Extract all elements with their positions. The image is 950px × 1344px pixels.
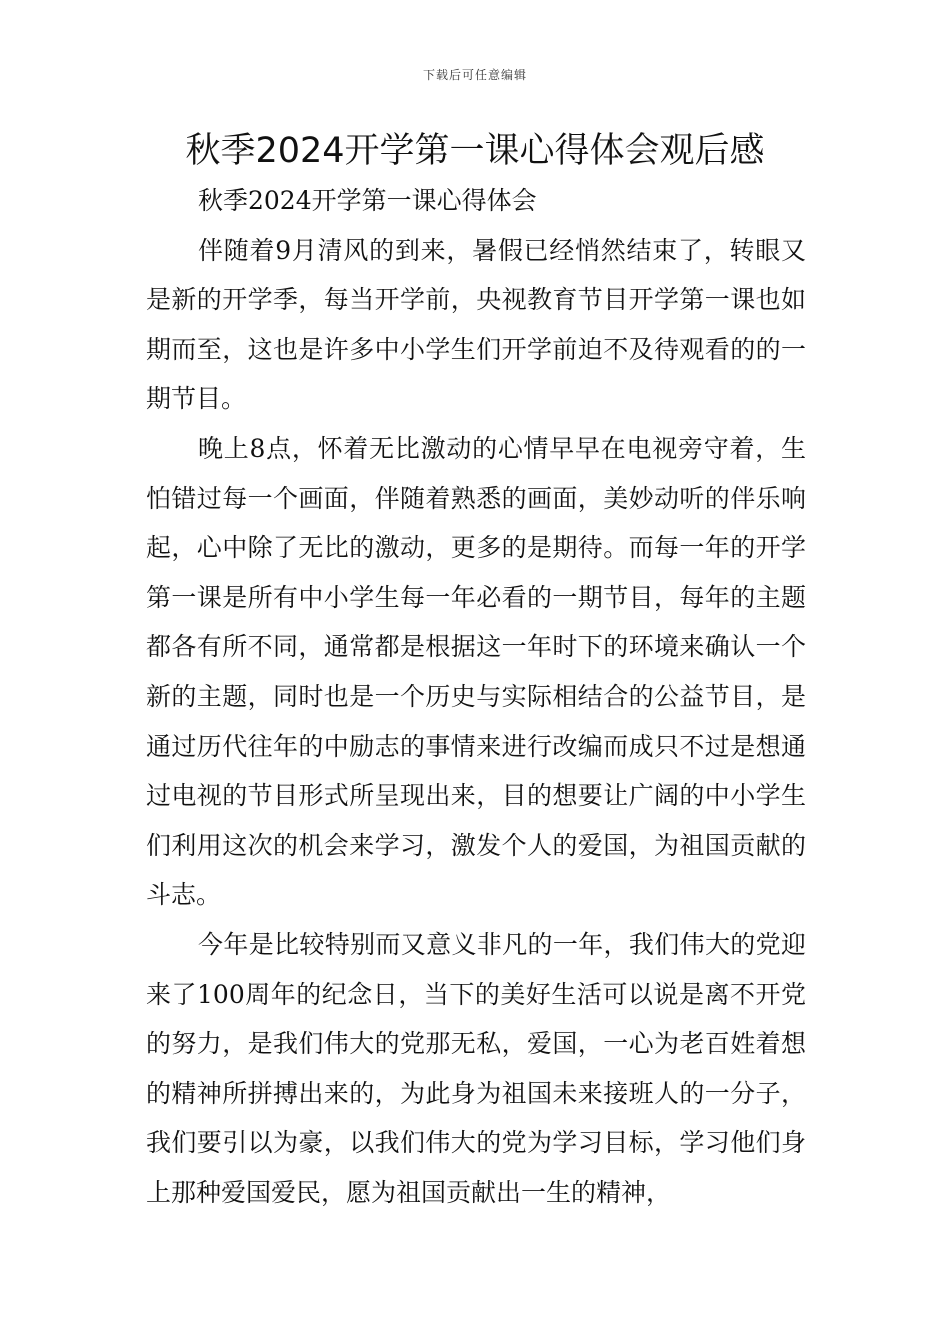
document-body — [146, 176, 806, 1217]
document-subtitle: 秋季2024开学第一课心得体会 — [198, 186, 537, 215]
paragraph: 今年是比较特别而又意义非凡的一年，我们伟大的党迎来了100周年的纪念日，当下的美好生活可以说是离不开党的努力，是我们伟大的党那无私，爱国，一心为老百姓着想的精神所拼搏出来的，为此身为祖国未来接班人的一分子，我们要引以为豪，以我们伟大的党为学习目标，学习他们身上那种爱国爱民，愿为祖国贡献出一生的精神， — [146, 929, 806, 1207]
header-note: 下载后可任意编辑 — [422, 68, 527, 82]
paragraph: 伴随着9月清风的到来，暑假已经悄然结束了，转眼又是新的开学季，每当开学前，央视教育节目开学第一课也如期而至，这也是许多中小学生们开学前迫不及待观看的的一期节目。 — [146, 235, 806, 414]
document-title: 秋季2024开学第一课心得体会观后感 — [185, 131, 765, 171]
paragraph: 晚上8点，怀着无比激动的心情早早在电视旁守着，生怕错过每一个画面，伴随着熟悉的画面，美妙动听的伴乐响起，心中除了无比的激动，更多的是期待。而每一年的开学第一课是所有中小学生每一年必看的一期节目，每年的主题都各有所不同，通常都是根据这一年时下的环境来确认一个新的主题，同时也是一个历史与实际相结合的公益节目，是通过历代往年的中励志的事情来进行改编而成只不过是想通过电视的节目形式所呈现出来，目的想要让广阔的中小学生们利用这次的机会来学习，激发个人的爱国，为祖国贡献的斗志。 — [146, 433, 806, 910]
